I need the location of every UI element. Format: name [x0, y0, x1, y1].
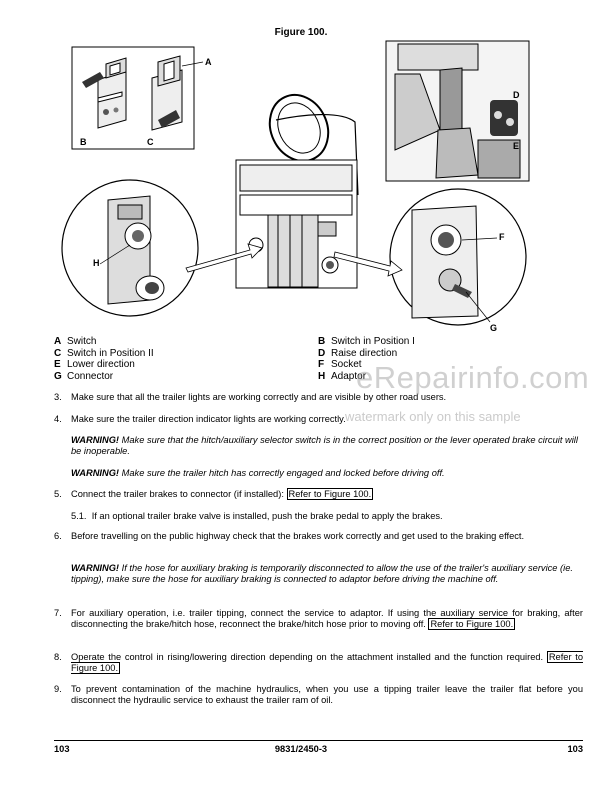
warning-1: WARNING! Make sure that the hitch/auxiliary selector switch is in the correct position or the lever operated brake circuit will be inoperable.	[71, 435, 578, 457]
step-5-1: 5.1. If an optional trailer brake valve is installed, push the brake pedal to apply the brakes.	[71, 511, 443, 521]
callout-b: B	[80, 137, 87, 147]
callout-f: F	[499, 232, 505, 242]
legend-item: A Switch	[54, 336, 97, 347]
figure-reference-link[interactable]: Refer to Figure 100.	[71, 652, 583, 674]
warning-2: WARNING! Make sure the trailer hitch has correctly engaged and locked before driving off.	[71, 468, 445, 478]
legend-item: B Switch in Position I	[318, 336, 415, 347]
step-8: 8. Operate the control in rising/lowering direction depending on the attachment installed and the function required. Refer to Figure 100.	[54, 652, 583, 674]
callout-h: H	[93, 258, 100, 268]
page-number-right: 103	[567, 744, 583, 754]
figure-reference-link[interactable]: Refer to Figure 100.	[288, 489, 372, 499]
callout-a: A	[205, 57, 212, 67]
warning-3: WARNING! If the hose for auxiliary braking is temporarily disconnected to allow the use of the trailer's auxiliary service (ie. tipping), make sure the hose for auxiliary braking is connected to adaptor before driving the machine off.	[71, 563, 573, 585]
watermark-main: eRepairinfo.com	[356, 360, 590, 395]
step-7: 7. For auxiliary operation, i.e. trailer tipping, connect the service to adaptor. If using the auxiliary service for braking, after disconnecting the brake/hitch hose, reconnect the brake/hitch hose prior to moving off. Refer to Figure 100.	[54, 608, 583, 630]
joystick-inset	[386, 41, 529, 181]
figure-title: Figure 100.	[274, 27, 328, 38]
legend-item: H Adaptor	[318, 370, 367, 382]
step-6: 6. Before travelling on the public highway check that the brakes work correctly and get used to the braking effect.	[54, 531, 525, 541]
callout-c: C	[147, 137, 154, 147]
step-9: 9. To prevent contamination of the machine hydraulics, when you use a tipping trailer leave the trailer flat before you disconnect the hydraulic service to exhaust the trailer ram of oil.	[54, 684, 583, 706]
figure-illustration	[0, 0, 602, 340]
legend-left	[54, 336, 154, 382]
step-3: 3. Make sure that all the trailer lights are working correctly and are visible by other road users.	[54, 392, 447, 402]
callout-d: D	[513, 90, 520, 100]
adaptor-detail-circle	[62, 180, 198, 316]
legend-item: D Raise direction	[318, 347, 398, 359]
switch-panel-inset	[72, 47, 194, 149]
page-number-left: 103	[54, 744, 70, 754]
step-5: 5. Connect the trailer brakes to connector (if installed): Refer to Figure 100.	[54, 489, 372, 499]
callout-g: G	[490, 323, 498, 333]
footer-divider	[54, 740, 583, 741]
step-4: 4. Make sure the trailer direction indicator lights are working correctly.	[54, 414, 346, 424]
legend-item: G Connector	[54, 370, 114, 382]
socket-detail-circle	[390, 189, 526, 325]
legend-item: C Switch in Position II	[54, 347, 154, 359]
watermark-sub: watermark only on this sample	[345, 409, 521, 424]
callout-e: E	[513, 141, 520, 151]
figure-reference-link[interactable]: Refer to Figure 100.	[430, 619, 514, 630]
legend-item: E Lower direction	[54, 359, 135, 371]
legend-item: F Socket	[318, 359, 362, 371]
document-code: 9831/2450-3	[274, 744, 328, 754]
